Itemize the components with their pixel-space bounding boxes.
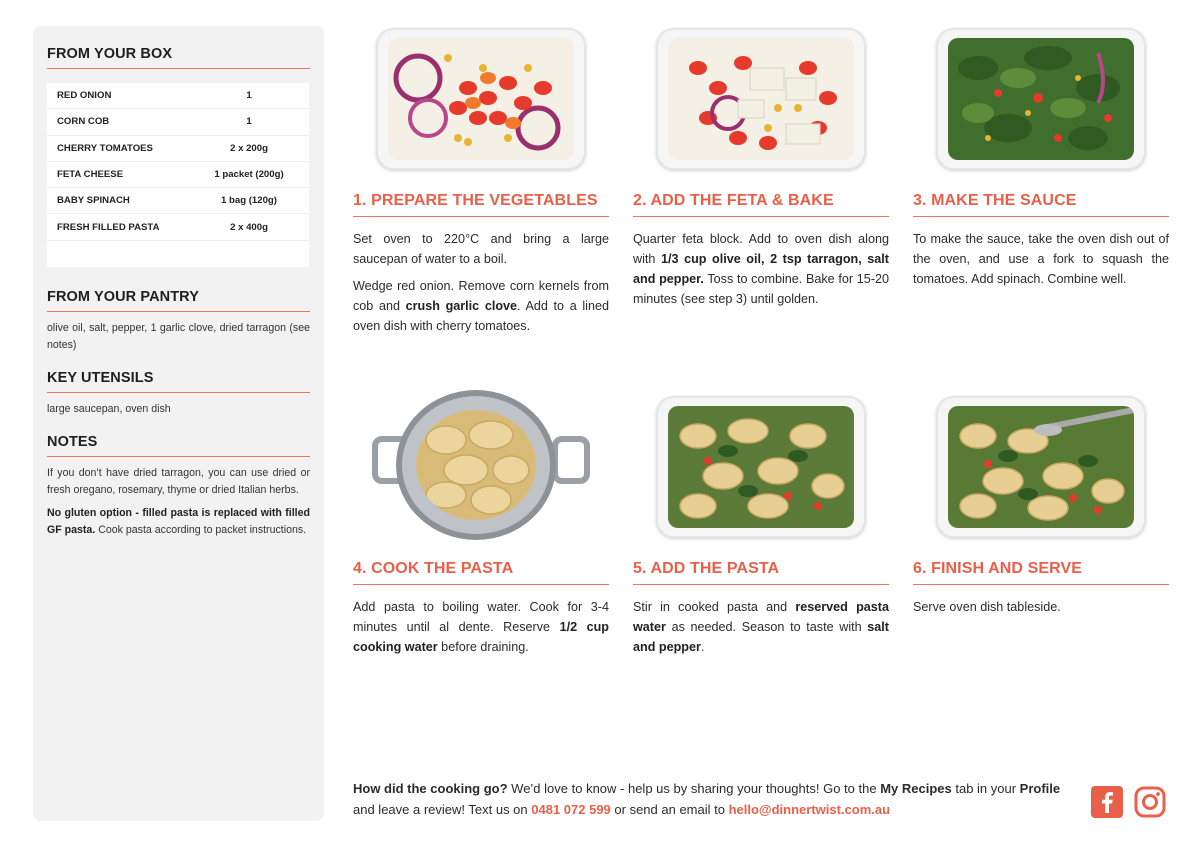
step-body [913, 229, 1169, 289]
step-2-photo [656, 28, 866, 170]
text-part: Wedge red onion. Remove corn kernels from cob and [353, 279, 609, 313]
instagram-icon[interactable] [1134, 786, 1166, 818]
step-title: 3. MAKE THE SAUCE [913, 192, 1169, 217]
text-part: Toss to combine. Bake for 15-20 minutes (see step 3) until golden. [633, 272, 889, 306]
step-4-photo [376, 396, 586, 538]
footer-text: and leave a review! Text us on [353, 802, 532, 817]
step-6-photo [936, 396, 1146, 538]
step-text: Set oven to 220°C and bring a large saucepan of water to a boil. [353, 232, 609, 266]
text-part: Stir in cooked pasta and [633, 600, 796, 614]
step-1 [353, 28, 609, 343]
text-part: Quarter feta block. Add to oven dish along with [633, 232, 889, 266]
ingredient-qty: 1 bag (120g) [221, 195, 277, 207]
pantry-text: olive oil, salt, pepper, 1 garlic clove, dried tarragon (see notes) [47, 321, 310, 351]
profile-label: Profile [1019, 781, 1061, 796]
pantry-section [47, 289, 310, 354]
text-bold: 1/3 cup olive oil, 2 tsp tarragon, salt and pepper. [633, 252, 889, 286]
footer-text: or send an email to [610, 802, 729, 817]
step-body [633, 229, 889, 309]
step-3-photo [936, 28, 1146, 170]
table-row [47, 188, 309, 214]
text-part: as needed. Season to taste with [665, 620, 868, 634]
text-bold: reserved pasta water [633, 600, 889, 634]
ingredient-name: FETA CHEESE [57, 169, 124, 181]
ingredient-qty: 2 x 400g [230, 221, 268, 233]
footer-text: tab in your [951, 781, 1020, 796]
step-5 [633, 396, 889, 664]
step-title: 2. ADD THE FETA & BAKE [633, 192, 889, 217]
step-4 [353, 396, 609, 664]
step-1-photo [376, 28, 586, 170]
from-box-heading: FROM YOUR BOX [47, 46, 310, 69]
step-body [353, 229, 609, 336]
ingredient-qty: 2 x 200g [230, 142, 268, 154]
step-2 [633, 28, 889, 316]
ingredient-name: CORN COB [57, 116, 110, 128]
email-link[interactable]: hello@dinnertwist.com.au [728, 802, 891, 817]
utensils-text: large saucepan, oven dish [47, 402, 171, 415]
ingredient-qty: 1 [246, 90, 252, 102]
text-part: . [700, 640, 705, 654]
notes-section [47, 434, 310, 539]
feedback-footer [353, 778, 1073, 820]
step-title: 5. ADD THE PASTA [633, 560, 889, 585]
step-body [353, 597, 609, 657]
text-bold: crush garlic clove [405, 299, 518, 313]
facebook-icon[interactable] [1091, 786, 1123, 818]
step-text [633, 597, 889, 657]
text-bold: salt and pepper [633, 620, 889, 654]
step-body [633, 597, 889, 657]
step-text: Serve oven dish tableside. [913, 600, 1061, 614]
footer-text: We’d love to know - help us by sharing your thoughts! Go to the [507, 781, 881, 796]
step-text: To make the sauce, take the oven dish out of the oven, and use a fork to squash the tomatoes. Add spinach. Combine well. [913, 232, 1169, 286]
footer-question: How did the cooking go? [353, 781, 508, 796]
step-text [633, 229, 889, 309]
table-row [47, 214, 309, 240]
table-row [47, 109, 309, 135]
table-row [47, 83, 309, 109]
notes-rest: Cook pasta according to packet instructions. [95, 523, 307, 536]
ingredients-table [47, 83, 309, 267]
step-text [353, 597, 609, 657]
utensils-heading: KEY UTENSILS [47, 370, 310, 393]
text-part: . Add to a lined oven dish with cherry tomatoes. [353, 299, 609, 333]
ingredient-name: CHERRY TOMATOES [57, 142, 153, 154]
utensils-section [47, 370, 310, 418]
table-row [47, 136, 309, 162]
pantry-heading: FROM YOUR PANTRY [47, 289, 310, 312]
table-row [47, 162, 309, 188]
step-3 [913, 28, 1169, 296]
notes-heading: NOTES [47, 434, 310, 457]
my-recipes-label: My Recipes [880, 781, 952, 796]
step-5-photo [656, 396, 866, 538]
ingredient-name: FRESH FILLED PASTA [57, 221, 160, 233]
ingredient-name: RED ONION [57, 90, 112, 102]
notes-paragraph: If you don’t have dried tarragon, you can use dried or fresh oregano, rosemary, thyme or dried Italian herbs. [47, 466, 310, 496]
ingredient-qty: 1 packet (200g) [214, 169, 284, 181]
step-title: 4. COOK THE PASTA [353, 560, 609, 585]
step-title: 6. FINISH AND SERVE [913, 560, 1169, 585]
phone-link[interactable]: 0481 072 599 [531, 802, 611, 817]
step-title: 1. PREPARE THE VEGETABLES [353, 192, 609, 217]
text-part: Add pasta to boiling water. Cook for 3-4 minutes until al dente. Reserve [353, 600, 609, 634]
step-6 [913, 396, 1169, 624]
text-bold: 1/2 cup cooking water [353, 620, 609, 654]
ingredient-name: BABY SPINACH [57, 195, 130, 207]
ingredient-qty: 1 [246, 116, 252, 128]
step-text [353, 276, 609, 336]
notes-paragraph-gluten [47, 505, 310, 539]
step-body [913, 597, 1169, 617]
text-part: before draining. [437, 640, 529, 654]
notes-bold: No gluten option - filled pasta is replaced with filled GF pasta. [47, 506, 310, 536]
sidebar [33, 26, 324, 821]
